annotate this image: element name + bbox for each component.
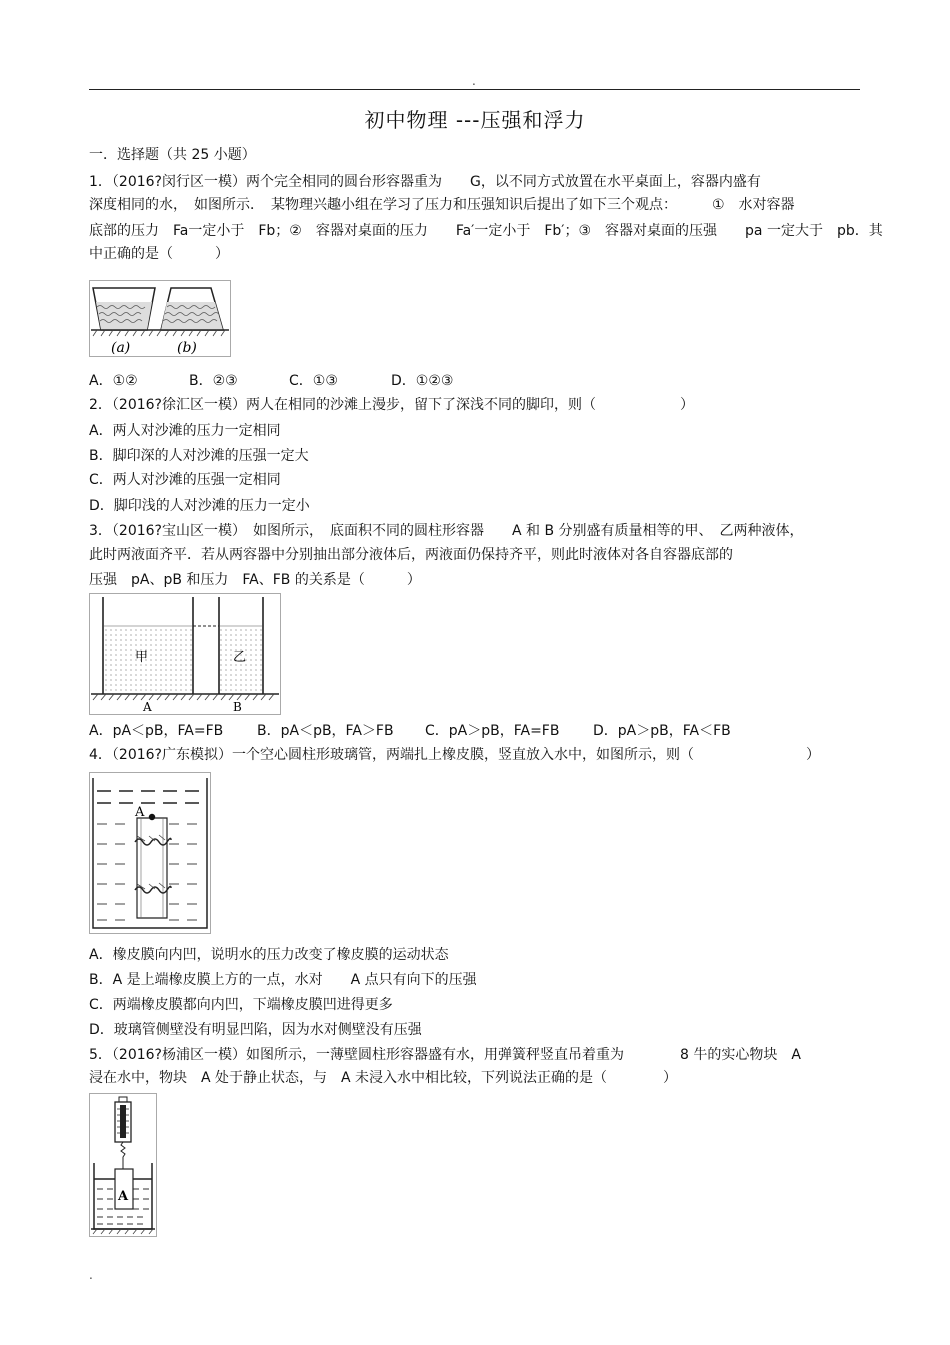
- q3-line-1: 3．（2016?宝山区一模） 如图所示， 底面积不同的圆柱形容器 A 和 B 分别盛有质量相等的甲、 乙两种液体，: [89, 523, 804, 539]
- q3-label-b: B: [233, 700, 242, 714]
- q3-option-c[interactable]: C．pA＞pB，FA=FB: [425, 723, 560, 739]
- q3-options: [89, 722, 731, 740]
- q3-option-b[interactable]: B．pA＜pB，FA＞FB: [257, 723, 394, 739]
- q5-figure: [89, 1093, 157, 1237]
- q1-option-c[interactable]: C．①③: [289, 373, 338, 389]
- q5-label-a: A: [118, 1189, 129, 1204]
- q2-option-d[interactable]: D．脚印浅的人对沙滩的压力一定小: [89, 498, 310, 514]
- q4-label-a: A: [135, 805, 145, 820]
- q5-line-2: 浸在水中，物块 A 处于静止状态，与 A 未浸入水中相比较，下列说法正确的是（ ）: [89, 1070, 678, 1086]
- q1-line-4: 中正确的是（ ）: [89, 246, 229, 262]
- q2-stem: 2．（2016?徐汇区一模）两人在相同的沙滩上漫步，留下了深浅不同的脚印，则（ ）: [89, 397, 694, 413]
- q4-option-d[interactable]: D．玻璃管侧壁没有明显凹陷，因为水对侧壁没有压强: [89, 1022, 422, 1038]
- q3-label-jia: 甲: [135, 650, 149, 665]
- q3-line-2: 此时两液面齐平．若从两容器中分别抽出部分液体后，两液面仍保持齐平，则此时液体对各自容器底部的: [89, 547, 733, 563]
- q4-stem: 4．（2016?广东模拟）一个空心圆柱形玻璃管，两端扎上橡皮膜，竖直放入水中，如图所示，则（ ）: [89, 747, 820, 763]
- header-rule: [89, 89, 860, 90]
- q3-label-yi: 乙: [233, 650, 247, 665]
- q1-line-3: 底部的压力 Fa一定小于 Fb；② 容器对桌面的压力 Fa′一定小于 Fb′；③ 容器对桌面的压强 pa 一定大于 pb．其: [89, 223, 883, 239]
- q4-figure: [89, 772, 211, 934]
- q2-option-a[interactable]: A．两人对沙滩的压力一定相同: [89, 423, 281, 439]
- q1-label-b: (b): [177, 340, 197, 356]
- q1-line-1: 1．（2016?闵行区一模）两个完全相同的圆台形容器重为 G，以不同方式放置在水平桌面上，容器内盛有: [89, 174, 761, 190]
- q1-label-a: (a): [111, 340, 131, 356]
- q5-line-1: 5．（2016?杨浦区一模）如图所示，一薄壁圆柱形容器盛有水，用弹簧秤竖直吊着重为 8 牛的实心物块 A: [89, 1047, 801, 1063]
- q3-figure: [89, 593, 281, 715]
- q1-figure: [89, 280, 231, 357]
- q3-line-3: 压强 pA、pB 和压力 FA、FB 的关系是（ ）: [89, 572, 421, 588]
- q1-option-b[interactable]: B．②③: [189, 373, 238, 389]
- q3-option-d[interactable]: D．pA＞pB，FA＜FB: [593, 723, 731, 739]
- header-dot: .: [472, 74, 476, 88]
- footer-dot: .: [89, 1268, 93, 1282]
- q1-options: [89, 372, 453, 390]
- section-heading: 一．选择题（共 25 小题）: [89, 147, 256, 163]
- page-title: 初中物理 ---压强和浮力: [364, 108, 586, 132]
- q1-option-a[interactable]: A．①②: [89, 373, 138, 389]
- q4-option-c[interactable]: C．两端橡皮膜都向内凹，下端橡皮膜凹进得更多: [89, 997, 393, 1013]
- q4-option-b[interactable]: B．A 是上端橡皮膜上方的一点，水对 A 点只有向下的压强: [89, 972, 477, 988]
- q1-option-d[interactable]: D．①②③: [391, 373, 454, 389]
- q2-option-b[interactable]: B．脚印深的人对沙滩的压强一定大: [89, 448, 309, 464]
- q3-option-a[interactable]: A．pA＜pB，FA=FB: [89, 723, 224, 739]
- q4-option-a[interactable]: A．橡皮膜向内凹，说明水的压力改变了橡皮膜的运动状态: [89, 947, 449, 963]
- q2-option-c[interactable]: C．两人对沙滩的压强一定相同: [89, 472, 281, 488]
- q3-label-a: A: [143, 700, 152, 714]
- q1-line-2: 深度相同的水， 如图所示． 某物理兴趣小组在学习了压力和压强知识后提出了如下三个观点： ① 水对容器: [89, 197, 795, 213]
